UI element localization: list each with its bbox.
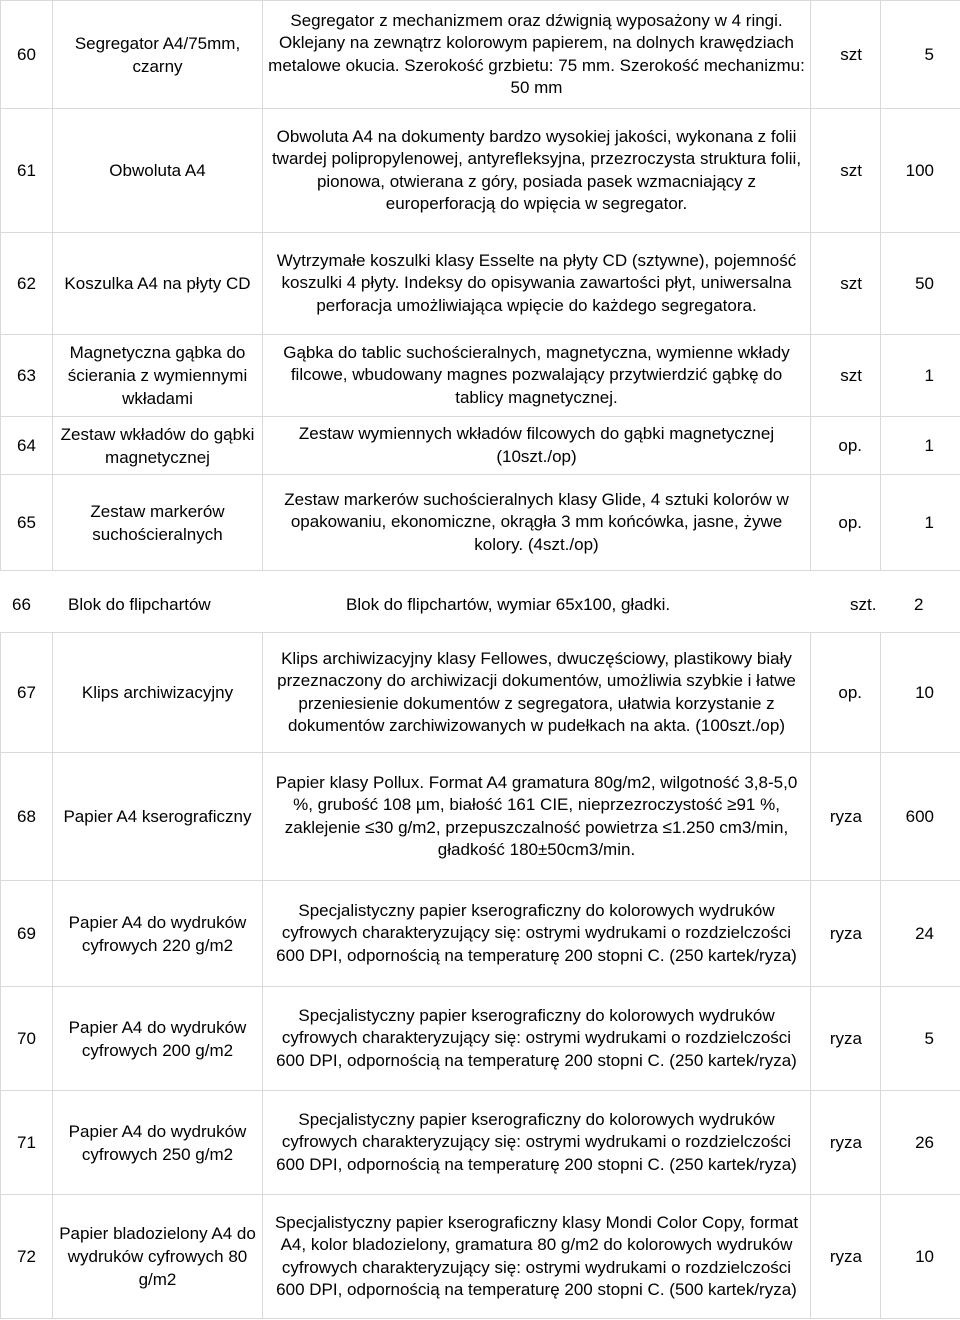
item-unit: op. bbox=[811, 633, 881, 753]
item-description: Obwoluta A4 na dokumenty bardzo wysokiej jakości, wykonana z folii twardej polipropylenowej, antyrefleksyjna, przezroczysta struktura folii, pionowa, otwierana z góry, posiada pasek wzmacniający z europerforacją do wpięcia w segregator. bbox=[263, 109, 811, 233]
item-number: 72 bbox=[1, 1195, 53, 1319]
item-quantity: 1 bbox=[881, 475, 960, 571]
items-table-upper bbox=[0, 0, 960, 571]
item-number: 67 bbox=[1, 633, 53, 753]
item-unit: op. bbox=[811, 475, 881, 571]
item-description: Segregator z mechanizmem oraz dźwignią wyposażony w 4 ringi. Oklejany na zewnątrz kolorowym papierem, na dolnych krawędziach metalowe okucia. Szerokość grzbietu: 75 mm. Szerokość mechanizmu: 50 mm bbox=[263, 1, 811, 109]
table-row bbox=[1, 753, 960, 881]
table-row bbox=[1, 881, 960, 987]
table-row-66 bbox=[0, 580, 960, 632]
item-number: 66 bbox=[12, 595, 31, 614]
item-unit: ryza bbox=[811, 987, 881, 1091]
item-name: Koszulka A4 na płyty CD bbox=[53, 233, 263, 335]
item-number: 68 bbox=[1, 753, 53, 881]
table-row bbox=[1, 987, 960, 1091]
table-row bbox=[1, 417, 960, 475]
item-quantity: 2 bbox=[914, 595, 924, 614]
table-row bbox=[1, 1195, 960, 1319]
item-name: Papier A4 do wydruków cyfrowych 220 g/m2 bbox=[53, 881, 263, 987]
item-unit: szt bbox=[811, 233, 881, 335]
item-number: 61 bbox=[1, 109, 53, 233]
item-unit: szt. bbox=[850, 595, 877, 614]
item-description: Specjalistyczny papier kserograficzny do kolorowych wydruków cyfrowych charakteryzujący się: ostrymi wydrukami o rozdzielczości 600 DPI, odpornością na temperaturę 200 stopni C. (250 kartek/ryza) bbox=[263, 1091, 811, 1195]
item-description: Klips archiwizacyjny klasy Fellowes, dwuczęściowy, plastikowy biały przeznaczony do archiwizacji dokumentów, umożliwia szybkie i łatwe przeniesienie dokumentów z segregatora, ułatwia korzystanie z dokumentów zarchiwizowanych w pudełkach na akta. (100szt./op) bbox=[263, 633, 811, 753]
item-unit: ryza bbox=[811, 881, 881, 987]
table-row bbox=[1, 475, 960, 571]
item-name: Klips archiwizacyjny bbox=[53, 633, 263, 753]
item-unit: op. bbox=[811, 417, 881, 475]
item-quantity: 100 bbox=[881, 109, 960, 233]
item-name: Blok do flipchartów bbox=[68, 595, 211, 614]
item-name: Magnetyczna gąbka do ścierania z wymiennymi wkładami bbox=[53, 335, 263, 417]
item-name: Papier A4 do wydruków cyfrowych 250 g/m2 bbox=[53, 1091, 263, 1195]
item-name: Papier A4 do wydruków cyfrowych 200 g/m2 bbox=[53, 987, 263, 1091]
item-quantity: 26 bbox=[881, 1091, 960, 1195]
item-number: 62 bbox=[1, 233, 53, 335]
item-number: 69 bbox=[1, 881, 53, 987]
table-row bbox=[1, 1091, 960, 1195]
item-quantity: 10 bbox=[881, 1195, 960, 1319]
item-description: Specjalistyczny papier kserograficzny klasy Mondi Color Copy, format A4, kolor bladozielony, gramatura 80 g/m2 do kolorowych wydruków cyfrowych charakteryzujący się: ostrymi wydrukami o rozdzielczości 600 DPI, odpornością na temperaturę 200 stopni C. (500 kartek/ryza) bbox=[263, 1195, 811, 1319]
item-unit: szt bbox=[811, 1, 881, 109]
item-unit: ryza bbox=[811, 1195, 881, 1319]
item-number: 63 bbox=[1, 335, 53, 417]
table-row bbox=[1, 1, 960, 109]
items-table-lower bbox=[0, 632, 960, 1319]
item-quantity: 10 bbox=[881, 633, 960, 753]
item-description: Zestaw wymiennych wkładów filcowych do gąbki magnetycznej (10szt./op) bbox=[263, 417, 811, 475]
item-unit: szt bbox=[811, 109, 881, 233]
item-quantity: 24 bbox=[881, 881, 960, 987]
item-description: Specjalistyczny papier kserograficzny do kolorowych wydruków cyfrowych charakteryzujący się: ostrymi wydrukami o rozdzielczości 600 DPI, odpornością na temperaturę 200 stopni C. (250 kartek/ryza) bbox=[263, 987, 811, 1091]
item-description: Wytrzymałe koszulki klasy Esselte na płyty CD (sztywne), pojemność koszulki 4 płyty. Indeksy do opisywania zawartości płyt, uniwersalna perforacja umożliwiająca wpięcie do każdego segregatora. bbox=[263, 233, 811, 335]
item-quantity: 1 bbox=[881, 335, 960, 417]
item-description: Specjalistyczny papier kserograficzny do kolorowych wydruków cyfrowych charakteryzujący się: ostrymi wydrukami o rozdzielczości 600 DPI, odpornością na temperaturę 200 stopni C. (250 kartek/ryza) bbox=[263, 881, 811, 987]
item-name: Zestaw wkładów do gąbki magnetycznej bbox=[53, 417, 263, 475]
item-number: 65 bbox=[1, 475, 53, 571]
item-description: Zestaw markerów suchościeralnych klasy Glide, 4 sztuki kolorów w opakowaniu, ekonomiczne, okrągła 3 mm końcówka, jasne, żywe kolory. (4szt./op) bbox=[263, 475, 811, 571]
item-number: 60 bbox=[1, 1, 53, 109]
item-name: Segregator A4/75mm, czarny bbox=[53, 1, 263, 109]
table-row bbox=[1, 109, 960, 233]
item-quantity: 5 bbox=[881, 987, 960, 1091]
table-row bbox=[1, 335, 960, 417]
item-number: 71 bbox=[1, 1091, 53, 1195]
table-row bbox=[1, 633, 960, 753]
item-quantity: 600 bbox=[881, 753, 960, 881]
item-number: 64 bbox=[1, 417, 53, 475]
item-description: Papier klasy Pollux. Format A4 gramatura 80g/m2, wilgotność 3,8-5,0 %, grubość 108 µm, białość 161 CIE, nieprzezroczystość ≥91 %, zaklejenie ≤30 g/m2, przepuszczalność powietrza ≤1.250 cm3/min, gładkość 180±50cm3/min. bbox=[263, 753, 811, 881]
item-quantity: 50 bbox=[881, 233, 960, 335]
item-unit: szt bbox=[811, 335, 881, 417]
item-description: Gąbka do tablic suchościeralnych, magnetyczna, wymienne wkłady filcowe, wbudowany magnes pozwalający przytwierdzić gąbkę do tablicy magnetycznej. bbox=[263, 335, 811, 417]
item-name: Obwoluta A4 bbox=[53, 109, 263, 233]
item-name: Papier A4 kserograficzny bbox=[53, 753, 263, 881]
item-name: Papier bladozielony A4 do wydruków cyfrowych 80 g/m2 bbox=[53, 1195, 263, 1319]
item-description: Blok do flipchartów, wymiar 65x100, gładki. bbox=[346, 595, 671, 614]
item-name: Zestaw markerów suchościeralnych bbox=[53, 475, 263, 571]
table-row bbox=[1, 233, 960, 335]
item-unit: ryza bbox=[811, 753, 881, 881]
item-number: 70 bbox=[1, 987, 53, 1091]
item-quantity: 1 bbox=[881, 417, 960, 475]
item-quantity: 5 bbox=[881, 1, 960, 109]
item-unit: ryza bbox=[811, 1091, 881, 1195]
